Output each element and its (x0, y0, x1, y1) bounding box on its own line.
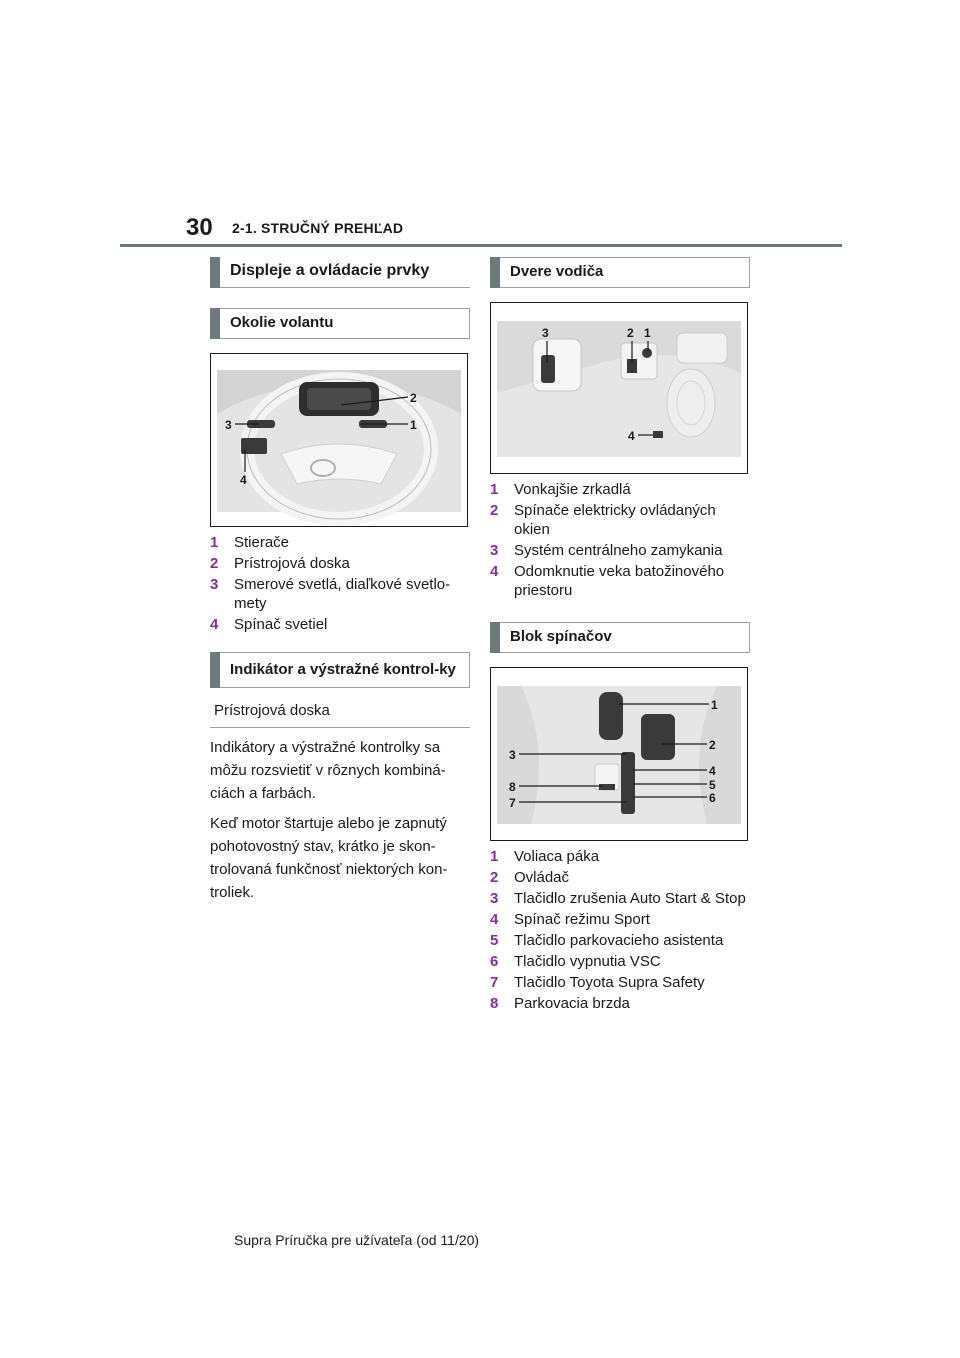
item-number: 3 (490, 890, 499, 907)
list-item (490, 952, 750, 971)
chapter-title: 2-1. STRUČNÝ PREHĽAD (232, 220, 404, 236)
item-text: Tlačidlo vypnutia VSC (514, 953, 661, 970)
switch-label-3: 3 (509, 748, 516, 762)
item-number: 4 (490, 911, 499, 928)
switch-label-1: 1 (711, 698, 718, 712)
list-item (210, 575, 470, 613)
switch-label-6: 6 (709, 791, 716, 805)
switch-list (490, 847, 750, 1013)
list-item (490, 973, 750, 992)
door-label-1: 1 (644, 326, 651, 340)
right-column (490, 257, 750, 1015)
switch-illustration (491, 668, 747, 840)
steering-figure (210, 353, 468, 527)
item-text: Stierače (234, 534, 290, 551)
section-switch-block (490, 622, 750, 653)
switch-label-8: 8 (509, 780, 516, 794)
item-number: 2 (490, 869, 499, 886)
item-text: Spínač svetiel (234, 616, 328, 633)
section-steering (210, 308, 470, 339)
item-number: 1 (490, 481, 499, 498)
item-number: 4 (490, 563, 499, 580)
steering-label-2: 2 (410, 391, 417, 405)
section-bar (210, 257, 220, 288)
item-text: Tlačidlo zrušenia Auto Start & Stop (514, 890, 746, 907)
list-item (490, 910, 750, 929)
section-driver-door (490, 257, 750, 288)
item-number: 5 (490, 932, 499, 949)
item-number: 8 (490, 995, 499, 1012)
list-item (490, 994, 750, 1013)
item-text: Spínače elektricky ovládaných okien (514, 502, 716, 538)
item-text: Tlačidlo parkovacieho asistenta (514, 932, 724, 949)
item-text: Smerové svetlá, diaľkové svetlo-mety (234, 576, 451, 612)
left-column (210, 257, 470, 911)
item-text: Vonkajšie zrkadlá (514, 481, 631, 498)
list-item (210, 533, 470, 552)
section-title: Blok spínačov (510, 628, 612, 645)
item-number: 2 (490, 502, 499, 519)
steering-list (210, 533, 470, 634)
item-number: 1 (210, 534, 219, 551)
list-item (490, 480, 750, 499)
section-bar (210, 308, 220, 339)
subhead-instrument-panel: Prístrojová doska (210, 698, 470, 728)
item-number: 2 (210, 555, 219, 572)
steering-label-3: 3 (225, 418, 232, 432)
item-number: 3 (210, 576, 219, 593)
item-text: Prístrojová doska (234, 555, 350, 572)
switch-figure (490, 667, 748, 841)
list-item (490, 562, 750, 600)
item-text: Tlačidlo Toyota Supra Safety (514, 974, 705, 991)
item-text: Voliaca páka (514, 848, 600, 865)
section-bar (210, 652, 220, 688)
indicators-paragraph-2: Keď motor štartuje alebo je zapnutý pohotovostný stav, krátko je skon-trolovaná funkčnosť niektorých kon-troliek. (210, 815, 448, 901)
item-text: Parkovacia brzda (514, 995, 630, 1012)
indicators-paragraph-1: Indikátory a výstražné kontrolky sa môžu rozsvietiť v rôznych kombiná-ciách a farbách. (210, 739, 446, 802)
switch-label-4: 4 (709, 764, 716, 778)
steering-label-1: 1 (410, 418, 417, 432)
section-title: Indikátor a výstražné kontrol-ky (230, 661, 456, 678)
steering-label-4: 4 (240, 473, 247, 487)
list-item (210, 615, 470, 634)
door-label-2: 2 (627, 326, 634, 340)
item-number: 3 (490, 542, 499, 559)
door-list (490, 480, 750, 600)
section-title: Dvere vodiča (510, 263, 604, 280)
switch-label-7: 7 (509, 796, 516, 810)
section-bar (490, 622, 500, 653)
switch-label-2: 2 (709, 738, 716, 752)
door-illustration (491, 303, 747, 473)
door-label-3: 3 (542, 326, 549, 340)
list-item (490, 931, 750, 950)
list-item (490, 541, 750, 560)
item-number: 1 (490, 848, 499, 865)
header-rule (120, 244, 842, 247)
item-text: Spínač režimu Sport (514, 911, 650, 928)
list-item (490, 889, 750, 908)
item-number: 6 (490, 953, 499, 970)
item-number: 7 (490, 974, 499, 991)
switch-label-5: 5 (709, 778, 716, 792)
item-number: 4 (210, 616, 219, 633)
section-indicators (210, 652, 470, 688)
section-title: Displeje a ovládacie prvky (230, 262, 430, 279)
list-item (210, 554, 470, 573)
item-text: Systém centrálneho zamykania (514, 542, 723, 559)
section-displays-controls (210, 257, 470, 288)
page-number: 30 (186, 214, 213, 241)
list-item (490, 847, 750, 866)
steering-illustration (211, 354, 467, 526)
list-item (490, 501, 750, 539)
item-text: Odomknutie veka batožinového priestoru (514, 563, 725, 599)
door-label-4: 4 (628, 429, 635, 443)
section-title: Okolie volantu (230, 314, 334, 331)
list-item (490, 868, 750, 887)
section-bar (490, 257, 500, 288)
door-figure (490, 302, 748, 474)
item-text: Ovládač (514, 869, 570, 886)
page-footer: Supra Príručka pre užívateľa (od 11/20) (234, 1232, 480, 1248)
